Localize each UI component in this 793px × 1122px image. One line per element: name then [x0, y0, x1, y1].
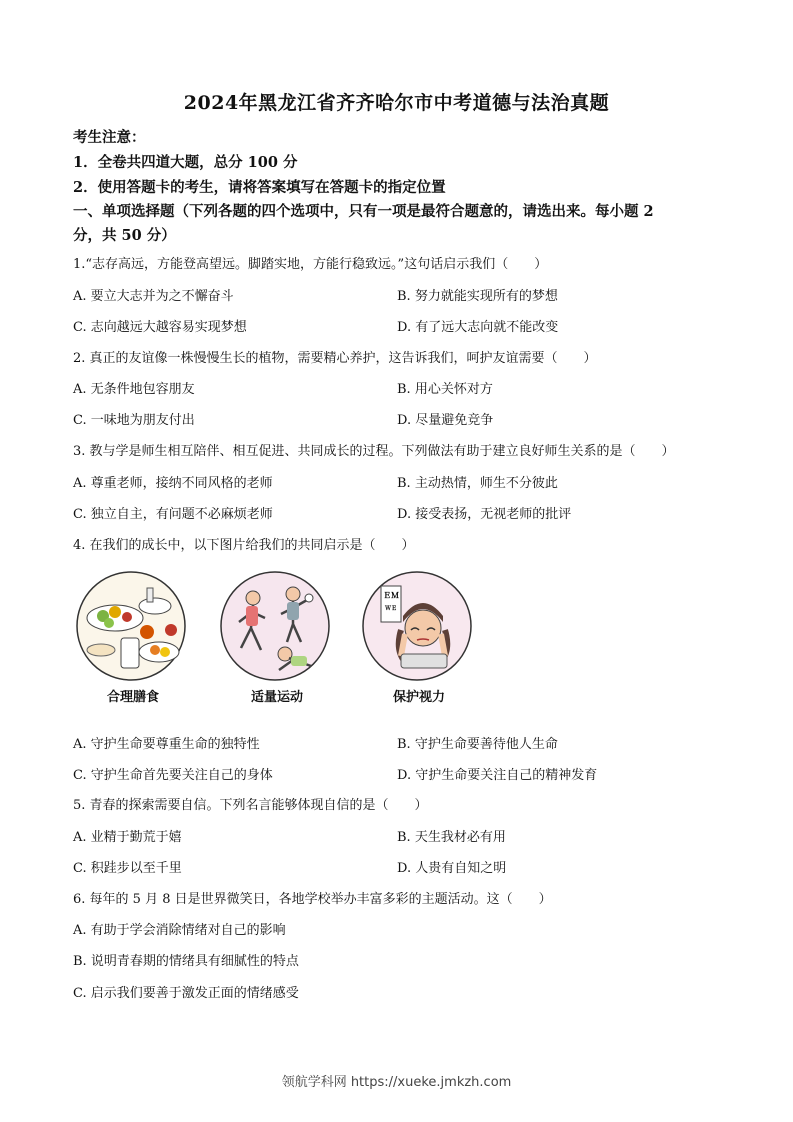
q3-option-c: C. 独立自主，有问题不必麻烦老师: [73, 507, 273, 522]
caption-healthy-diet: 合理膳食: [106, 690, 159, 705]
eye-chart-letters: ＥＭ: [383, 591, 399, 600]
q1-option-d: D. 有了远大志向就不能改变: [397, 320, 559, 335]
notice-heading: 考生注意：: [73, 129, 146, 146]
q6-option-c: C. 启示我们要善于激发正面的情绪感受: [73, 986, 299, 1001]
q5-option-b: B. 天生我材必有用: [397, 830, 506, 845]
question-5-stem: 5. 青春的探索需要自信。下列名言能够体现自信的是（ ）: [73, 798, 428, 813]
q4-option-a: A. 守护生命要尊重生命的独特性: [73, 737, 260, 752]
q1-option-b: B. 努力就能实现所有的梦想: [397, 289, 558, 304]
q2-option-d: D. 尽量避免竞争: [397, 413, 494, 428]
q2-option-a: A. 无条件地包容朋友: [73, 382, 195, 397]
question-1-stem: 1.“志存高远，方能登高望远。脚踏实地，方能行稳致远。”这句话启示我们（ ）: [73, 257, 548, 272]
exercise-illustration: [219, 570, 331, 682]
q2-option-b: B. 用心关怀对方: [397, 382, 493, 397]
q6-option-a: A. 有助于学会消除情绪对自己的影响: [73, 923, 286, 938]
q2-option-c: C. 一味地为朋友付出: [73, 413, 195, 428]
section-heading: 一、单项选择题（下列各题的四个选项中，只有一项是最符合题意的，请选出来。每小题 2: [73, 203, 654, 220]
caption-protect-eyesight: 保护视力: [392, 690, 445, 705]
q6-option-b: B. 说明青春期的情绪具有细腻性的特点: [73, 954, 299, 969]
q1-option-c: C. 志向越远大越容易实现梦想: [73, 320, 247, 335]
q4-option-b: B. 守护生命要善待他人生命: [397, 737, 558, 752]
figure-moderate-exercise: [217, 568, 337, 708]
q4-option-d: D. 守护生命要关注自己的精神发育: [397, 768, 598, 783]
q3-option-a: A. 尊重老师，接纳不同风格的老师: [73, 476, 273, 491]
eyesight-illustration: [361, 570, 473, 682]
q3-option-b: B. 主动热情，师生不分彼此: [397, 476, 558, 491]
question-4-figures: [73, 568, 493, 708]
notice-item-2: 2．使用答题卡的考生，请将答案填写在答题卡的指定位置: [73, 179, 446, 196]
section-heading-cont: 分，共 50 分）: [73, 227, 176, 244]
page-title: 2024年黑龙江省齐齐哈尔市中考道德与法治真题: [183, 92, 610, 114]
q3-option-d: D. 接受表扬，无视老师的批评: [397, 507, 572, 522]
figure-protect-eyesight: [359, 568, 479, 708]
caption-moderate-exercise: 适量运动: [250, 690, 303, 705]
question-6-stem: 6. 每年的 5 月 8 日是世界微笑日，各地学校举办丰富多彩的主题活动。这（ ）: [73, 892, 552, 907]
question-3-stem: 3. 教与学是师生相互陪伴、相互促进、共同成长的过程。下列做法有助于建立良好师生关系的是（ ）: [73, 444, 675, 459]
q4-option-c: C. 守护生命首先要关注自己的身体: [73, 768, 273, 783]
question-2-stem: 2. 真正的友谊像一株慢慢生长的植物，需要精心养护，这告诉我们，呵护友谊需要（ ）: [73, 351, 597, 366]
figure-healthy-diet: [73, 568, 193, 708]
q5-option-a: A. 业精于勤荒于嬉: [73, 830, 182, 845]
notice-item-1: 1．全卷共四道大题，总分 100 分: [73, 154, 298, 171]
q5-option-d: D. 人贵有自知之明: [397, 861, 507, 876]
food-plate-illustration: [75, 570, 187, 682]
q5-option-c: C. 积跬步以至千里: [73, 861, 182, 876]
footer-watermark: 领航学科网 https://xueke.jmkzh.com: [281, 1075, 512, 1090]
q1-option-a: A. 要立大志并为之不懈奋斗: [73, 289, 234, 304]
question-4-stem: 4. 在我们的成长中，以下图片给我们的共同启示是（ ）: [73, 538, 415, 553]
svg-text:ＷＥ: ＷＥ: [384, 605, 398, 612]
